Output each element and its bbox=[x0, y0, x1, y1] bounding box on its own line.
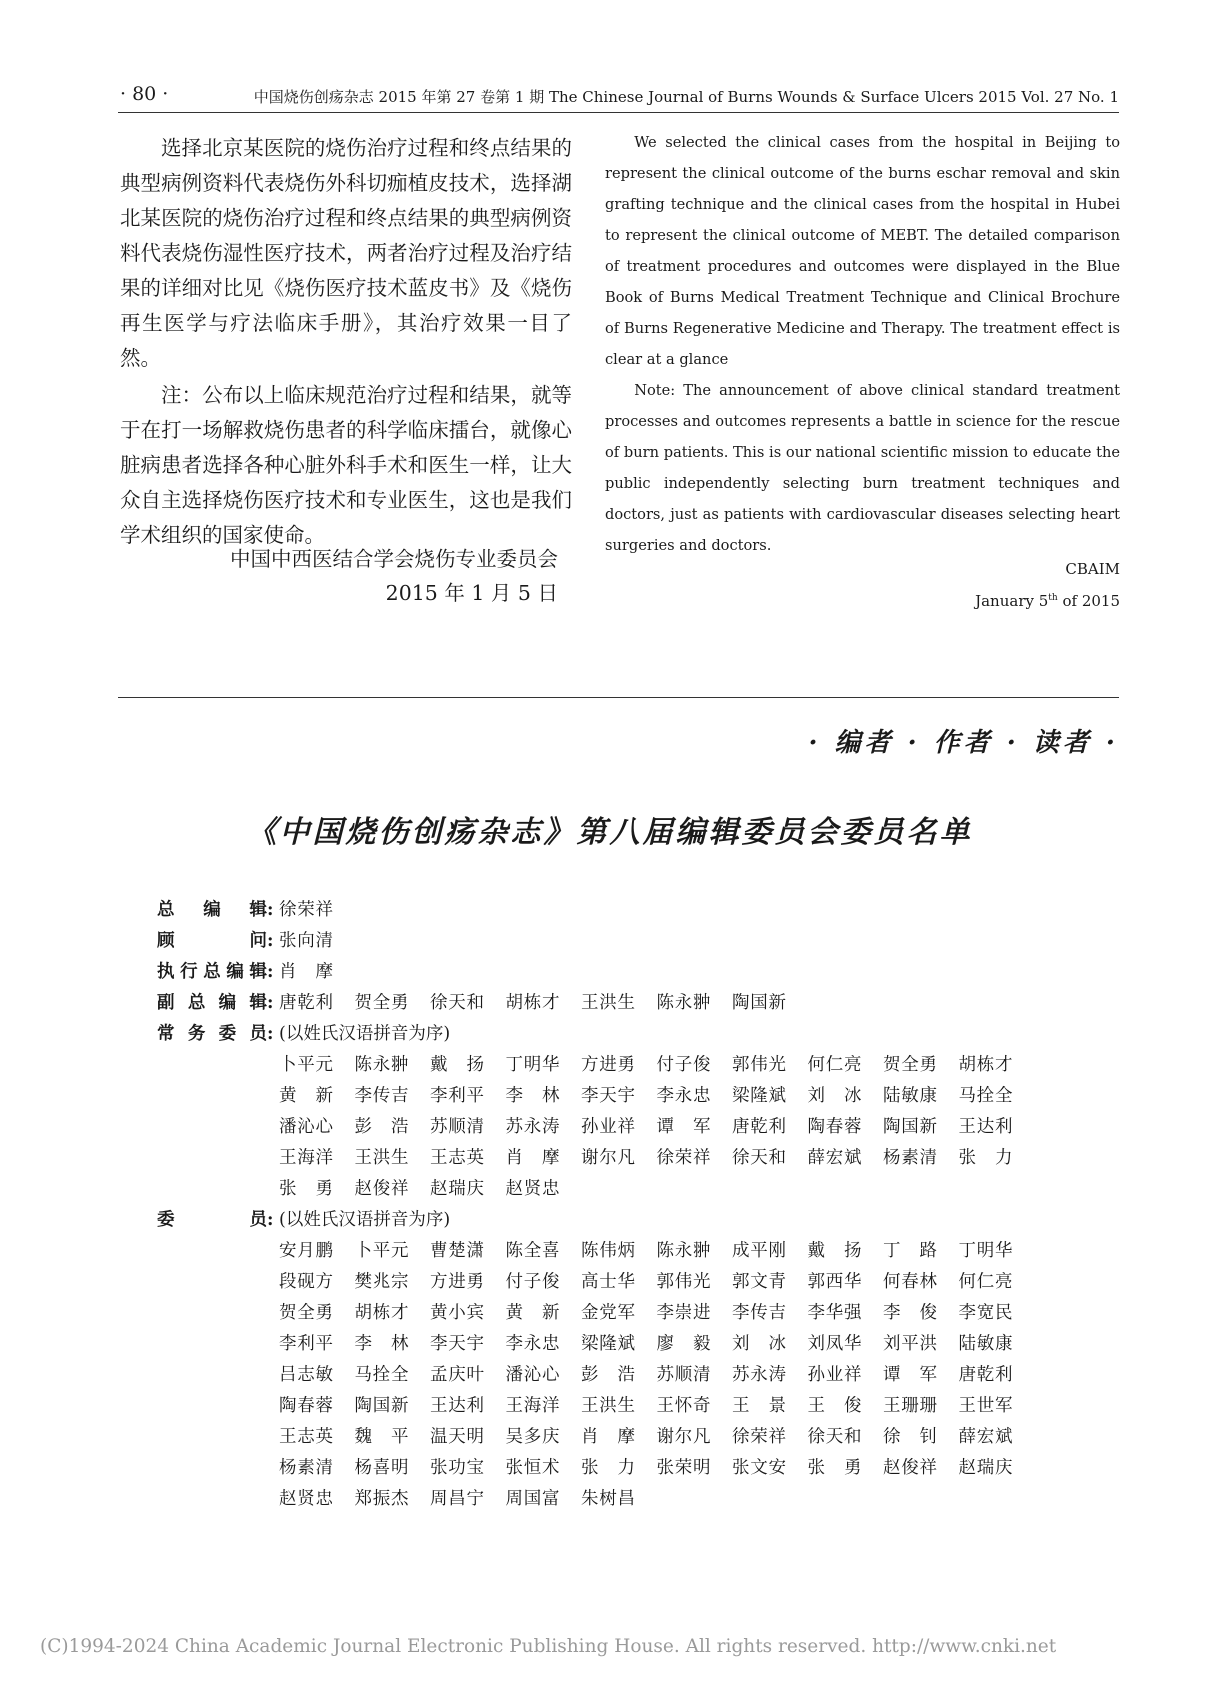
member-name: 杨素清 bbox=[279, 1458, 333, 1478]
member-name: 张力 bbox=[581, 1458, 635, 1478]
member-name: 李天宇 bbox=[581, 1086, 635, 1106]
member-name: 何春林 bbox=[883, 1272, 937, 1292]
member-name: 何仁亮 bbox=[958, 1272, 1013, 1292]
member-name: 贺全勇 bbox=[279, 1303, 333, 1323]
member-name: 丁明华 bbox=[958, 1241, 1013, 1261]
member-name: 潘沁心 bbox=[279, 1117, 333, 1137]
member-name: 李利平 bbox=[430, 1086, 484, 1106]
member-name: 谢尔凡 bbox=[581, 1148, 635, 1168]
member-name: 王景 bbox=[732, 1396, 786, 1416]
member-name: 张向清 bbox=[279, 931, 333, 951]
member-name: 张力 bbox=[958, 1148, 1013, 1168]
member-name: 胡栋才 bbox=[958, 1055, 1013, 1075]
member-name: 王志英 bbox=[279, 1427, 333, 1447]
member-name: 丁明华 bbox=[505, 1055, 560, 1075]
member-name: 陈永翀 bbox=[656, 1241, 711, 1261]
member-name: 戴扬 bbox=[807, 1241, 862, 1261]
member-name: 肖摩 bbox=[505, 1148, 560, 1168]
member-name: 赵俊祥 bbox=[883, 1458, 937, 1478]
member-name: 卜平元 bbox=[279, 1055, 333, 1075]
member-name: 谭军 bbox=[656, 1117, 711, 1137]
member-name: 陶国新 bbox=[732, 993, 786, 1013]
member-name: 孟庆叶 bbox=[430, 1365, 484, 1385]
member-name: 金党军 bbox=[581, 1303, 635, 1323]
member-name: 马拴全 bbox=[958, 1086, 1013, 1106]
member-name: 吴多庆 bbox=[505, 1427, 560, 1447]
member-name: 唐乾利 bbox=[279, 993, 333, 1013]
member-name: 周昌宁 bbox=[430, 1489, 484, 1509]
member-name: 张功宝 bbox=[430, 1458, 484, 1478]
member-name: 薛宏斌 bbox=[807, 1148, 862, 1168]
member-name: 赵瑞庆 bbox=[430, 1179, 484, 1199]
member-name: 陈永翀 bbox=[354, 1055, 409, 1075]
member-name: 刘冰 bbox=[732, 1334, 786, 1354]
member-name: 徐荣祥 bbox=[279, 900, 333, 920]
member-name: 李林 bbox=[505, 1086, 560, 1106]
english-signature-org: CBAIM bbox=[1065, 560, 1120, 578]
role-deputy-editors: 副总编辑 : 唐乾利 贺全勇 徐天和 胡栋才 王洪生 陈永翀 陶国新 bbox=[157, 988, 1034, 1019]
member-name: 温天明 bbox=[430, 1427, 484, 1447]
member-name: 李永忠 bbox=[656, 1086, 711, 1106]
member-name: 黄新 bbox=[505, 1303, 560, 1323]
member-name: 孙业祥 bbox=[581, 1117, 635, 1137]
member-name: 高士华 bbox=[581, 1272, 635, 1292]
editorial-roster bbox=[157, 895, 1034, 1515]
role-label: 执行总编辑 bbox=[157, 962, 267, 982]
member-name: 李利平 bbox=[279, 1334, 333, 1354]
member-name: 张恒术 bbox=[505, 1458, 560, 1478]
member-name: 曹楚潇 bbox=[430, 1241, 484, 1261]
role-label: 副总编辑 bbox=[157, 993, 267, 1013]
member-name: 李林 bbox=[354, 1334, 409, 1354]
member-name: 方进勇 bbox=[430, 1272, 484, 1292]
member-name: 李俊 bbox=[883, 1303, 937, 1323]
member-name: 王俊 bbox=[807, 1396, 862, 1416]
role-executive-editor: 执行总编辑 : 肖摩 bbox=[157, 957, 1034, 988]
member-name: 唐乾利 bbox=[958, 1365, 1013, 1385]
member-name: 刘平洪 bbox=[883, 1334, 937, 1354]
member-name: 段砚方 bbox=[279, 1272, 333, 1292]
member-name: 贺全勇 bbox=[883, 1055, 937, 1075]
member-name: 付子俊 bbox=[505, 1272, 560, 1292]
role-label: 总编辑 bbox=[157, 900, 267, 920]
member-name: 陶春蓉 bbox=[279, 1396, 333, 1416]
member-name: 陈全喜 bbox=[505, 1241, 560, 1261]
chief-editor-names bbox=[279, 895, 355, 926]
member-name: 李宽民 bbox=[958, 1303, 1013, 1323]
member-name: 赵瑞庆 bbox=[958, 1458, 1013, 1478]
deputy-editor-names bbox=[279, 988, 808, 1019]
chinese-column bbox=[120, 131, 572, 555]
member-name: 方进勇 bbox=[581, 1055, 635, 1075]
member-name: 杨素清 bbox=[883, 1148, 937, 1168]
executive-editor-names bbox=[279, 957, 355, 988]
member-name: 苏永涛 bbox=[732, 1365, 786, 1385]
copyright-footer: (C)1994-2024 China Academic Journal Electronic Publishing House. All rights reserved. http://www.cnki.net bbox=[40, 1636, 1057, 1657]
member-name: 樊兆宗 bbox=[354, 1272, 409, 1292]
english-paragraph-2: Note: The announcement of above clinical standard treatment processes and outcomes represents a battle in science for the rescue of burn patients. This is our national scientific mission to educate the public independently selecting burn treatment techniques and doctors, just as patients with cardiovascular diseases selecting heart surgeries and doctors. bbox=[605, 382, 1120, 554]
english-signature-date bbox=[605, 585, 1120, 617]
member-name: 徐天和 bbox=[732, 1148, 786, 1168]
member-name: 李华强 bbox=[807, 1303, 862, 1323]
member-name: 郭伟光 bbox=[656, 1272, 711, 1292]
english-column bbox=[605, 127, 1120, 561]
member-name: 李传吉 bbox=[732, 1303, 786, 1323]
member-name: 陆敏康 bbox=[958, 1334, 1013, 1354]
role-label: 常务委员 bbox=[157, 1024, 267, 1044]
role-label: 委员 bbox=[157, 1210, 267, 1230]
member-name: 王洪生 bbox=[354, 1148, 409, 1168]
member-name: 王海洋 bbox=[279, 1148, 333, 1168]
member-name: 梁隆斌 bbox=[581, 1334, 635, 1354]
member-name: 吕志敏 bbox=[279, 1365, 333, 1385]
member-name: 李天宇 bbox=[430, 1334, 484, 1354]
member-name: 黄小宾 bbox=[430, 1303, 484, 1323]
member-name: 彭浩 bbox=[354, 1117, 409, 1137]
member-name: 郭伟光 bbox=[732, 1055, 786, 1075]
member-name: 成平刚 bbox=[732, 1241, 786, 1261]
member-name: 何仁亮 bbox=[807, 1055, 862, 1075]
member-name: 苏顺清 bbox=[656, 1365, 711, 1385]
member-name: 马拴全 bbox=[354, 1365, 409, 1385]
member-name: 赵贤忠 bbox=[279, 1489, 333, 1509]
member-name: 张荣明 bbox=[656, 1458, 711, 1478]
member-name: 张文安 bbox=[732, 1458, 786, 1478]
member-name: 张勇 bbox=[279, 1179, 333, 1199]
standing-members-note: (以姓氏汉语拼音为序) bbox=[279, 1024, 451, 1044]
date-prefix: January 5 bbox=[975, 592, 1049, 610]
page-number: · 80 · bbox=[120, 83, 169, 105]
chinese-signature-org: 中国中西医结合学会烧伤专业委员会 bbox=[230, 547, 558, 571]
member-name: 陆敏康 bbox=[883, 1086, 937, 1106]
role-chief-editor: 总编辑 : 徐荣祥 bbox=[157, 895, 1034, 926]
member-name: 陈永翀 bbox=[656, 993, 711, 1013]
member-name: 徐荣祥 bbox=[732, 1427, 786, 1447]
member-name: 王怀奇 bbox=[656, 1396, 711, 1416]
member-name: 张勇 bbox=[807, 1458, 862, 1478]
member-name: 朱树昌 bbox=[581, 1489, 635, 1509]
section-divider bbox=[118, 697, 1119, 698]
member-name: 王洪生 bbox=[581, 1396, 635, 1416]
member-name: 肖摩 bbox=[581, 1427, 635, 1447]
date-suffix: of 2015 bbox=[1057, 592, 1120, 610]
member-name: 赵贤忠 bbox=[505, 1179, 560, 1199]
chinese-signature bbox=[120, 542, 558, 610]
member-name: 胡栋才 bbox=[505, 993, 560, 1013]
member-name: 王达利 bbox=[958, 1117, 1013, 1137]
role-label: 顾问 bbox=[157, 931, 267, 951]
member-name: 胡栋才 bbox=[354, 1303, 409, 1323]
journal-header: 中国烧伤创疡杂志 2015 年第 27 卷第 1 期 The Chinese Journal of Burns Wounds & Surface Ulcers 2015 Vol. 27 No. 1 bbox=[253, 88, 1119, 106]
chinese-paragraph-1: 选择北京某医院的烧伤治疗过程和终点结果的典型病例资料代表烧伤外科切痂植皮技术，选择湖北某医院的烧伤治疗过程和终点结果的典型病例资料代表烧伤湿性医疗技术，两者治疗过程及治疗结果的详细对比见《烧伤医疗技术蓝皮书》及《烧伤再生医学与疗法临床手册》，其治疗效果一目了然。 bbox=[120, 136, 572, 370]
member-name: 廖毅 bbox=[656, 1334, 711, 1354]
standing-members-grid bbox=[279, 1050, 1034, 1205]
member-name: 李传吉 bbox=[354, 1086, 409, 1106]
member-name: 卜平元 bbox=[354, 1241, 409, 1261]
member-name: 徐天和 bbox=[430, 993, 484, 1013]
member-name: 陶国新 bbox=[883, 1117, 937, 1137]
member-name: 唐乾利 bbox=[732, 1117, 786, 1137]
member-name: 苏永涛 bbox=[505, 1117, 560, 1137]
member-name: 黄新 bbox=[279, 1086, 333, 1106]
member-name: 安月鹏 bbox=[279, 1241, 333, 1261]
member-name: 贺全勇 bbox=[354, 993, 409, 1013]
member-name: 梁隆斌 bbox=[732, 1086, 786, 1106]
header-rule bbox=[118, 112, 1119, 113]
english-paragraph-1: We selected the clinical cases from the hospital in Beijing to represent the clinical outcome of the burns eschar removal and skin grafting technique and the clinical cases from the hospital in Hubei to represent the clinical outcome of MEBT. The detailed comparison of treatment procedures and outcomes were displayed in the Blue Book of Burns Medical Treatment Technique and Clinical Brochure of Burns Regenerative Medicine and Therapy. The treatment effect is clear at a glance bbox=[605, 134, 1120, 368]
member-name: 付子俊 bbox=[656, 1055, 711, 1075]
chinese-signature-date: 2015 年 1 月 5 日 bbox=[385, 581, 558, 605]
member-name: 徐钊 bbox=[883, 1427, 937, 1447]
member-name: 陶春蓉 bbox=[807, 1117, 862, 1137]
member-name: 郭西华 bbox=[807, 1272, 862, 1292]
member-name: 刘凤华 bbox=[807, 1334, 862, 1354]
member-name: 徐荣祥 bbox=[656, 1148, 711, 1168]
member-name: 刘冰 bbox=[807, 1086, 862, 1106]
chinese-paragraph-2: 注：公布以上临床规范治疗过程和结果，就等于在打一场解救烧伤患者的科学临床擂台，就像心脏病患者选择各种心脏外科手术和医生一样，让大众自主选择烧伤医疗技术和专业医生，这也是我们学术组织的国家使命。 bbox=[120, 383, 572, 547]
members-note: (以姓氏汉语拼音为序) bbox=[279, 1210, 451, 1230]
section-tag: · 编者 · 作者 · 读者 · bbox=[808, 728, 1119, 758]
member-name: 王志英 bbox=[430, 1148, 484, 1168]
member-name: 肖摩 bbox=[279, 962, 333, 982]
member-name: 李永忠 bbox=[505, 1334, 560, 1354]
member-name: 谢尔凡 bbox=[656, 1427, 711, 1447]
member-name: 谭军 bbox=[883, 1365, 937, 1385]
member-name: 李崇进 bbox=[656, 1303, 711, 1323]
member-name: 孙业祥 bbox=[807, 1365, 862, 1385]
member-name: 彭浩 bbox=[581, 1365, 635, 1385]
member-name: 郑振杰 bbox=[354, 1489, 409, 1509]
members-grid bbox=[279, 1236, 1034, 1515]
list-title: 《中国烧伤创疡杂志》第八届编辑委员会委员名单 bbox=[246, 815, 973, 850]
member-name: 苏顺清 bbox=[430, 1117, 484, 1137]
member-name: 杨喜明 bbox=[354, 1458, 409, 1478]
advisor-names bbox=[279, 926, 355, 957]
member-name: 戴扬 bbox=[430, 1055, 484, 1075]
date-superscript: th bbox=[1048, 593, 1058, 603]
member-name: 郭文青 bbox=[732, 1272, 786, 1292]
member-name: 丁路 bbox=[883, 1241, 937, 1261]
member-name: 徐天和 bbox=[807, 1427, 862, 1447]
member-name: 潘沁心 bbox=[505, 1365, 560, 1385]
member-name: 陶国新 bbox=[354, 1396, 409, 1416]
role-standing-members: 常务委员 : (以姓氏汉语拼音为序) bbox=[157, 1019, 1034, 1050]
member-name: 王达利 bbox=[430, 1396, 484, 1416]
member-name: 周国富 bbox=[505, 1489, 560, 1509]
role-advisor: 顾问 : 张向清 bbox=[157, 926, 1034, 957]
member-name: 王世军 bbox=[958, 1396, 1013, 1416]
member-name: 赵俊祥 bbox=[354, 1179, 409, 1199]
english-signature bbox=[605, 553, 1120, 617]
member-name: 王洪生 bbox=[581, 993, 635, 1013]
member-name: 陈伟炳 bbox=[581, 1241, 635, 1261]
member-name: 王海洋 bbox=[505, 1396, 560, 1416]
member-name: 薛宏斌 bbox=[958, 1427, 1013, 1447]
role-members: 委员 : (以姓氏汉语拼音为序) bbox=[157, 1205, 1034, 1236]
member-name: 魏平 bbox=[354, 1427, 409, 1447]
member-name: 王珊珊 bbox=[883, 1396, 937, 1416]
